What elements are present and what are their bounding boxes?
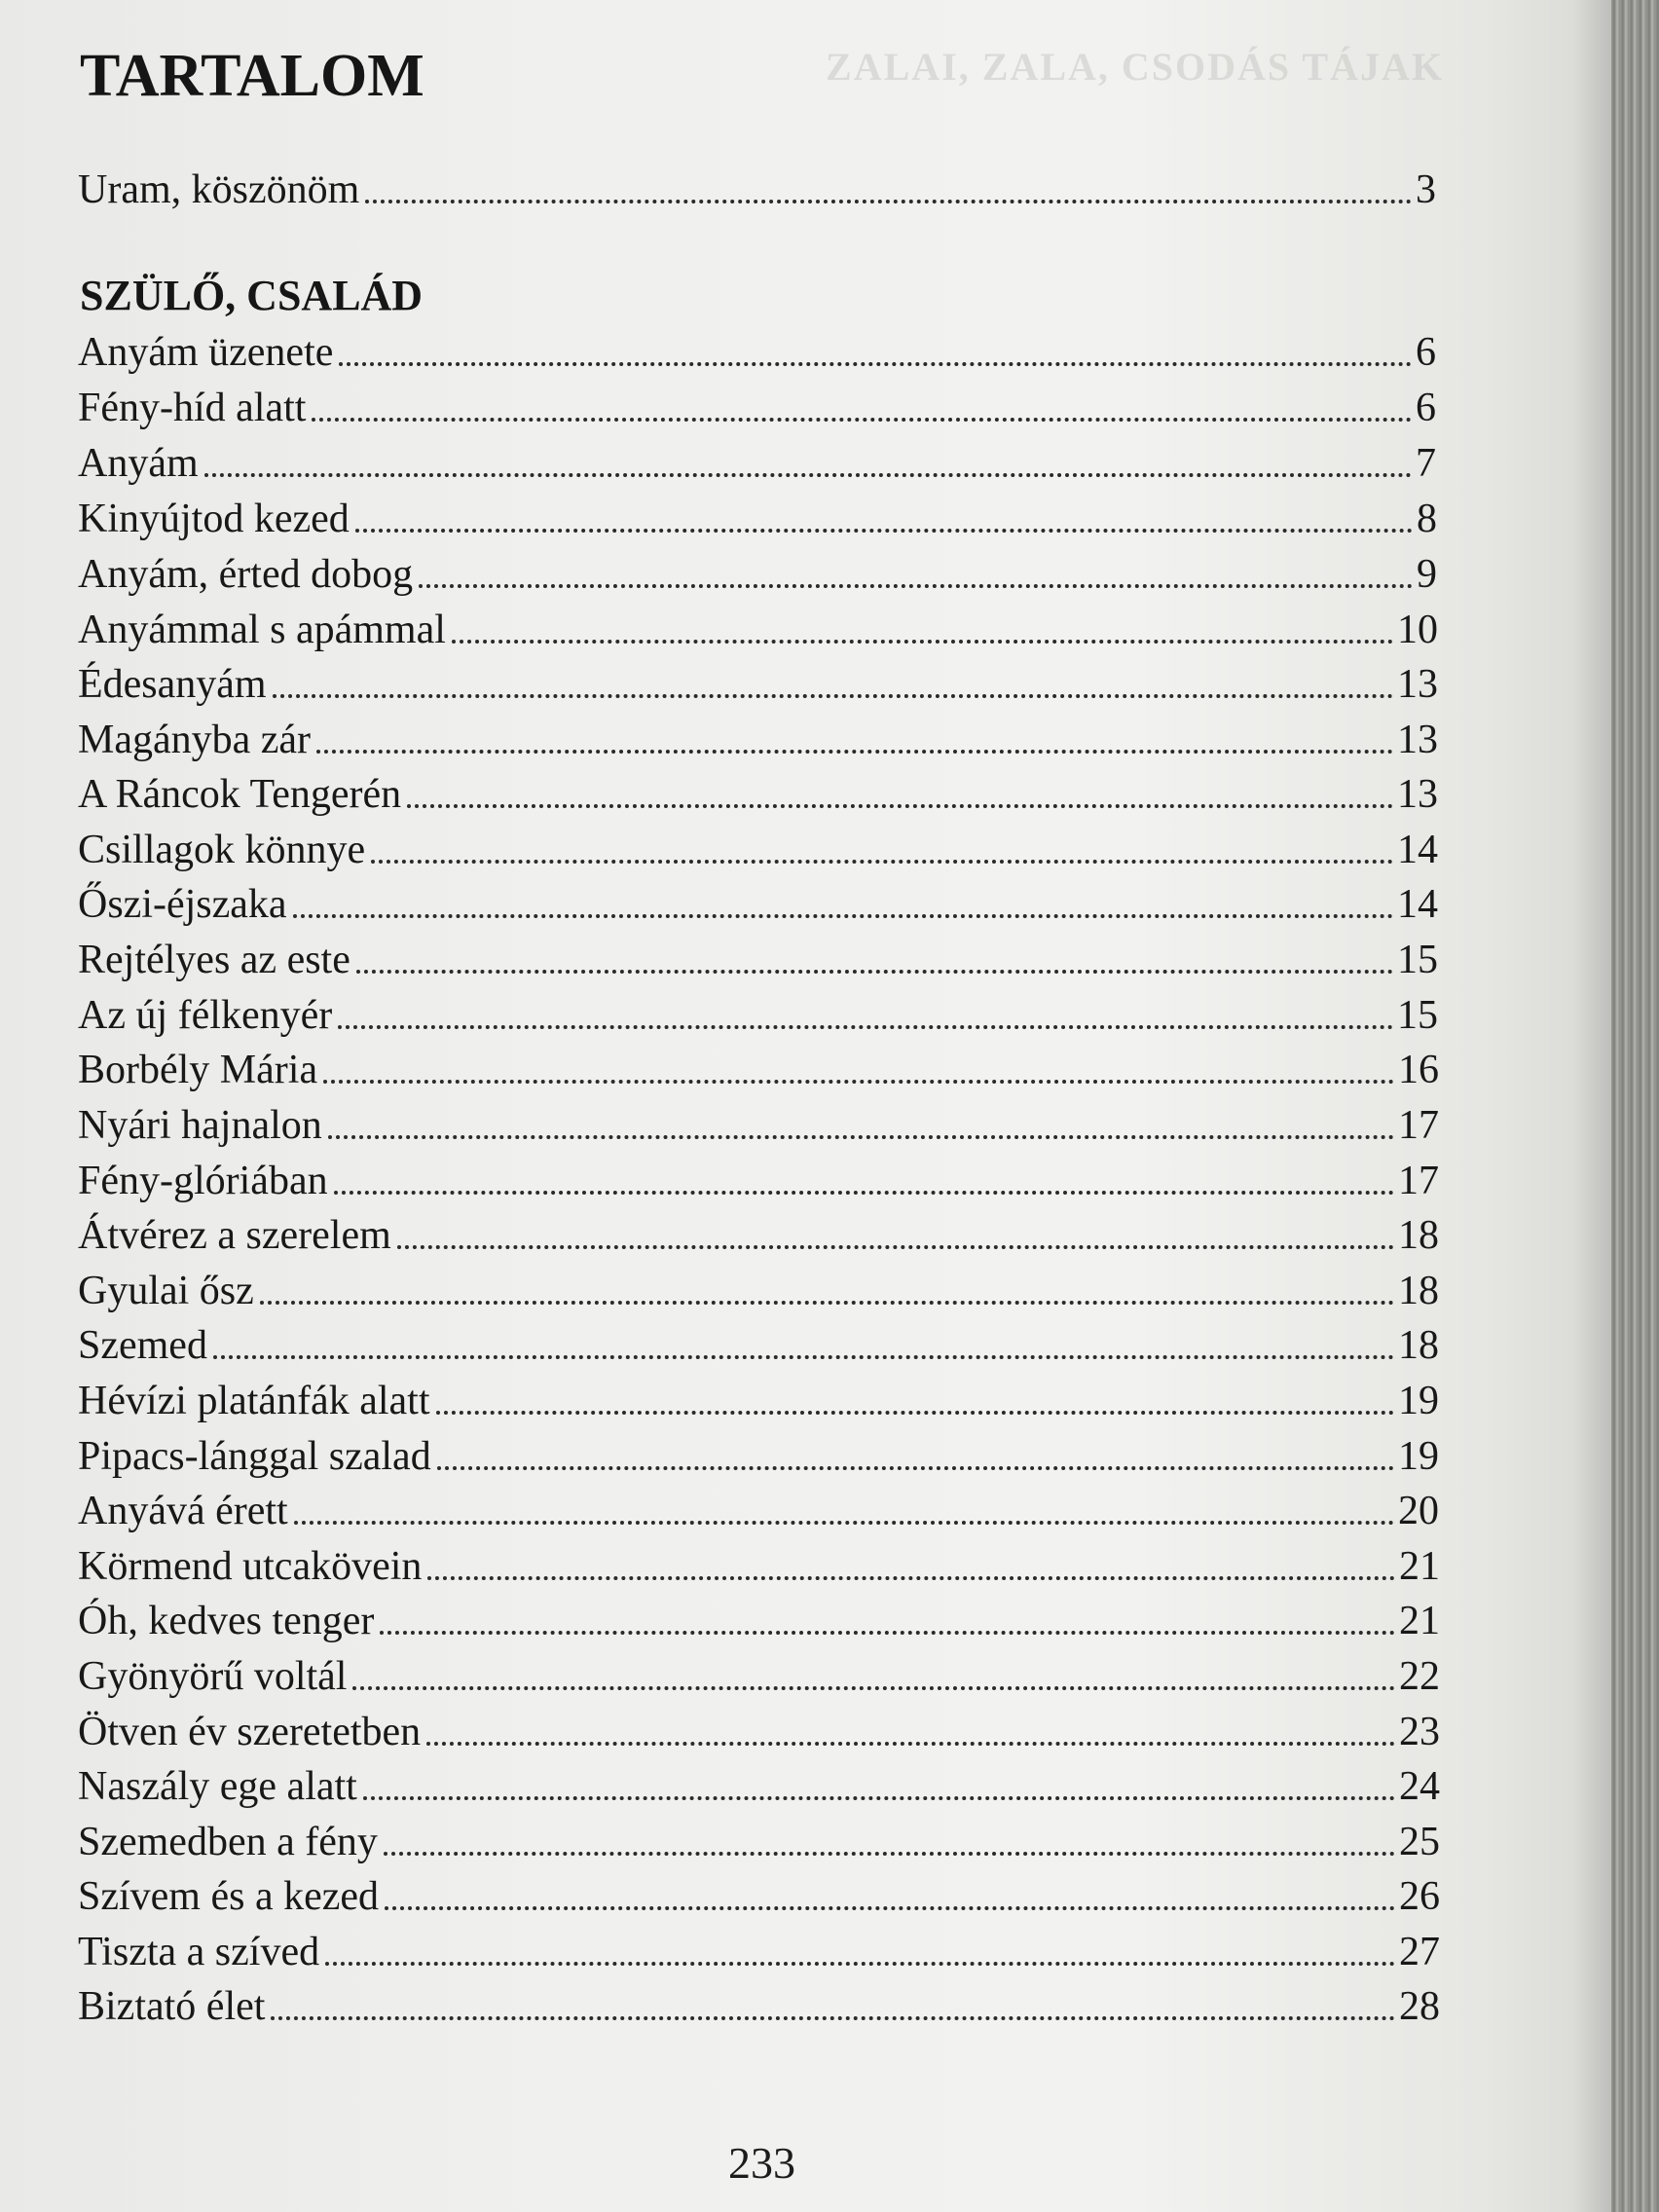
toc-entry-page: 18 [1398,1323,1439,1368]
toc-entry-page: 7 [1416,441,1436,486]
dot-leader [436,1411,1395,1415]
toc-entry [78,1152,1439,1206]
toc-entry [78,434,1436,489]
toc-entry-title: Uram, köszönöm [78,167,360,212]
toc-entry [78,490,1437,544]
dot-leader [355,529,1413,533]
toc-entry [78,1537,1440,1592]
toc-entry-page: 6 [1416,386,1436,430]
toc-entry [78,986,1438,1041]
toc-entry-title: Biztató élet [78,1984,266,2029]
toc-entry-title: Fény-híd alatt [78,386,307,430]
toc-entry-title: Naszály ege alatt [78,1764,357,1809]
toc-entry-page: 23 [1399,1710,1440,1754]
dot-leader [316,750,1393,754]
toc-entry-page: 26 [1399,1874,1440,1919]
toc-entry [78,1427,1439,1482]
dot-leader [363,1796,1395,1800]
dot-leader [260,1301,1394,1305]
toc-entry-title: Gyulai ősz [78,1269,254,1313]
toc-entry-page: 10 [1397,608,1438,652]
toc-entry-page: 18 [1398,1213,1439,1258]
toc-entry-title: Átvérez a szerelem [78,1213,391,1258]
toc-entry-title: Pipacs-lánggal szalad [78,1434,431,1479]
toc-entry [78,1703,1440,1757]
dot-leader [427,1576,1395,1580]
dot-leader [371,860,1393,864]
dot-leader [380,1631,1395,1635]
toc-entry-title: Édesanyám [78,662,267,707]
toc-entry [78,821,1438,875]
toc-entry [78,1923,1440,1977]
dot-leader [213,1355,1394,1359]
dot-leader [437,1466,1394,1470]
page-title: TARTALOM [80,43,424,109]
toc-entry [78,545,1437,600]
dot-leader [407,804,1393,808]
toc-entry [78,1757,1440,1812]
toc-entry-page: 17 [1398,1103,1439,1148]
toc-entry-title: Nyári hajnalon [78,1103,322,1148]
dot-leader [384,1852,1395,1856]
dot-leader [323,1080,1394,1084]
toc-entry-title: Anyám üzenete [78,330,334,375]
toc-entry-page: 21 [1399,1544,1440,1589]
toc-entry [78,1206,1439,1261]
toc-entry [78,1977,1440,2032]
toc-entry [78,1647,1440,1702]
toc-entry-page: 14 [1397,882,1438,927]
toc-entry [78,931,1438,985]
toc-entry-page: 6 [1416,330,1436,375]
toc-entry [78,655,1438,710]
toc-entry-page: 13 [1397,662,1438,707]
toc-entry-title: Szívem és a kezed [78,1874,380,1919]
toc-entry-page: 28 [1399,1984,1440,2029]
dot-leader [397,1245,1394,1249]
toc-entry [78,1592,1440,1646]
toc-entry-page: 17 [1398,1159,1439,1203]
toc-entry-title: Kinyújtod kezed [78,497,350,541]
dot-leader [312,418,1412,422]
toc-entry-page: 27 [1399,1930,1440,1974]
dot-leader [294,1521,1394,1525]
toc-entry-title: Szemed [78,1323,207,1368]
toc-entry [78,1096,1439,1151]
toc-entry-page: 8 [1417,497,1437,541]
toc-entry-page: 24 [1399,1764,1440,1809]
toc-entry [78,1262,1439,1316]
toc-entry-title: Tiszta a szíved [78,1930,320,1974]
toc-entry-page: 19 [1398,1434,1439,1479]
toc-entry-page: 19 [1398,1379,1439,1423]
toc-entry-intro [78,161,1436,215]
toc-entry-title: Gyönyörű voltál [78,1654,348,1699]
toc-entry [78,601,1438,655]
toc-entry-title: Hévízi platánfák alatt [78,1379,430,1423]
toc-entry-page: 16 [1398,1048,1439,1092]
toc-entry-page: 15 [1397,938,1438,982]
toc-entry-page: 13 [1397,718,1438,762]
dot-leader [334,1191,1394,1195]
toc-entry-title: Csillagok könnye [78,828,366,872]
toc-entry [78,379,1436,433]
dot-leader [204,473,1412,477]
dot-leader [365,200,1412,203]
toc-entry [78,1316,1439,1371]
dot-leader [339,362,1412,366]
toc-entry-page: 25 [1399,1820,1440,1864]
toc-entry [78,1041,1439,1095]
dot-leader [328,1135,1394,1139]
dot-leader [426,1742,1395,1746]
toc-entry [78,1372,1439,1426]
dot-leader [271,2016,1395,2020]
toc-entry [78,1813,1440,1867]
toc-entry [78,323,1436,378]
toc-entry-title: Óh, kedves tenger [78,1599,375,1643]
toc-entry-title: Rejtélyes az este [78,938,350,982]
toc-entry-title: Az új félkenyér [78,993,333,1038]
toc-entry-page: 18 [1398,1269,1439,1313]
dot-leader [385,1906,1395,1910]
page-number: 233 [728,2138,795,2188]
toc-entry-page: 14 [1397,828,1438,872]
toc-entry [78,1482,1439,1536]
toc-entry-title: Szemedben a fény [78,1820,378,1864]
toc-entry-title: Ötven év szeretetben [78,1710,422,1754]
book-page-edges [1611,0,1659,2212]
toc-entry [78,765,1438,820]
toc-entry-title: Anyámmal s apámmal [78,608,446,652]
toc-entry-title: Fény-glóriában [78,1159,328,1203]
bleed-through-text: ZALAI, ZALA, CSODÁS TÁJAK [826,45,1444,89]
toc-entry-title: A Ráncok Tengerén [78,772,402,817]
dot-leader [273,694,1393,698]
toc-entry-page: 3 [1416,167,1436,212]
toc-entry-title: Magányba zár [78,718,312,762]
toc-entry-title: Őszi-éjszaka [78,882,287,927]
toc-entry-page: 20 [1398,1489,1439,1533]
dot-leader [325,1962,1395,1966]
toc-entry-page: 22 [1399,1654,1440,1699]
toc-entry [78,1867,1440,1922]
toc-entry-title: Borbély Mária [78,1048,318,1092]
toc-entry-title: Anyám [78,441,199,486]
toc-entry [78,711,1438,765]
toc-entry-page: 21 [1399,1599,1440,1643]
dot-leader [452,640,1393,644]
section-heading: SZÜLŐ, CSALÁD [80,272,424,319]
toc-entry-page: 9 [1417,552,1437,597]
dot-leader [352,1686,1395,1690]
toc-entry-page: 15 [1397,993,1438,1038]
toc-entry-title: Anyává érett [78,1489,288,1533]
dot-leader [338,1025,1393,1029]
toc-entry-title: Körmend utcakövein [78,1544,423,1589]
dot-leader [356,970,1393,974]
dot-leader [419,584,1413,588]
toc-entry [78,875,1438,930]
dot-leader [293,914,1393,918]
toc-entry-page: 13 [1397,772,1438,817]
toc-entry-title: Anyám, érted dobog [78,552,414,597]
